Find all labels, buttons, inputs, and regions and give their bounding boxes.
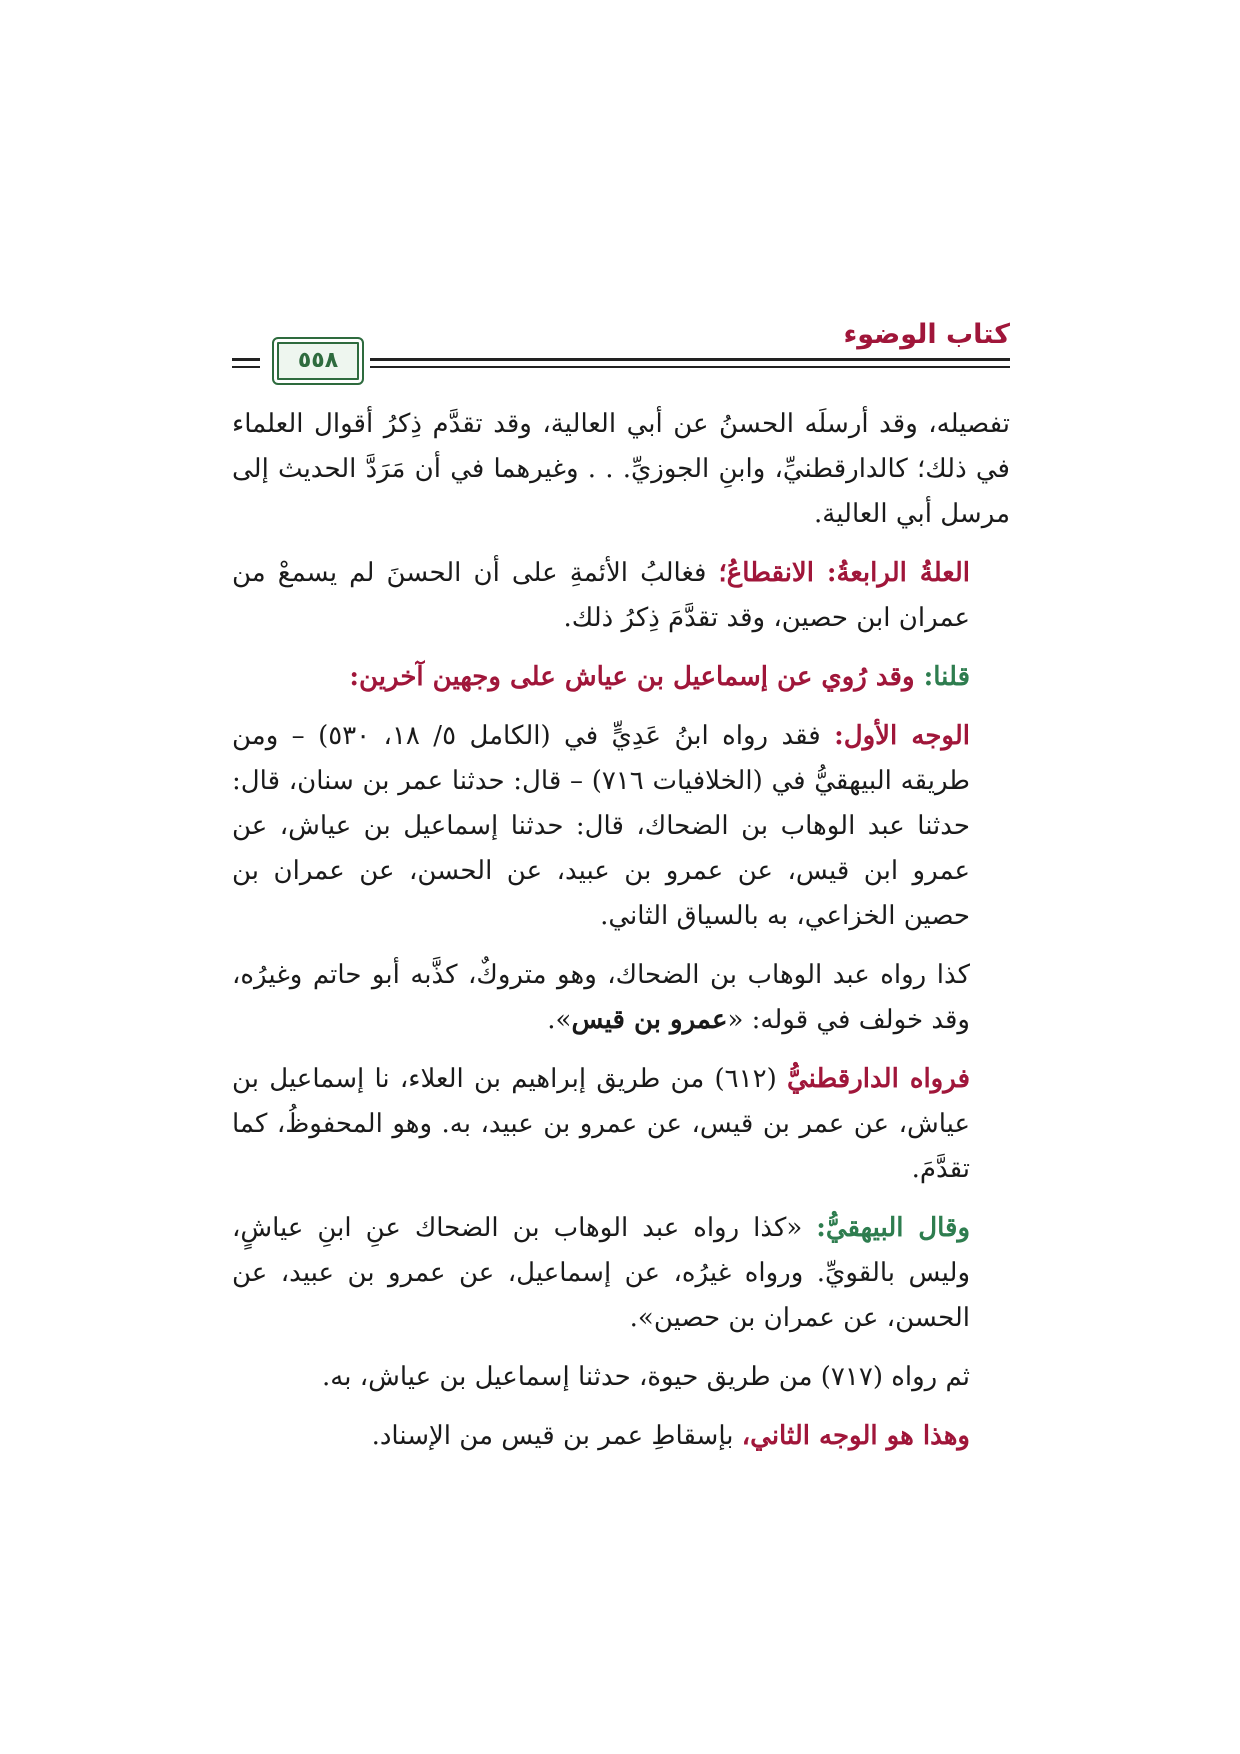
page-number: ٥٥٨ bbox=[297, 348, 339, 373]
paragraph-text: «كذا رواه عبد الوهاب بن الضحاك عنِ ابنِ عياشٍ، وليس بالقويِّ. ورواه غيرُه، عن إسماعيل، عن عمرو بن عبيد، عن الحسن، عن عمران بن حصين». bbox=[232, 1213, 970, 1333]
paragraph-lead: قلنا: bbox=[923, 662, 970, 692]
paragraph-text: وقد رُوي عن إسماعيل بن عياش على وجهين آخرين: bbox=[349, 662, 924, 692]
paragraph-lead: وقال البيهقيُّ: bbox=[816, 1213, 970, 1243]
header-rule-top bbox=[370, 358, 1010, 361]
paragraph-3 bbox=[232, 655, 1010, 700]
paragraph-text: فقد رواه ابنُ عَدِيٍّ في (الكامل ٥/ ١٨، ٥٣٠) – ومن طريقه البيهقيُّ في (الخلافيات ٧١٦) – قال: حدثنا عمر بن سنان، قال: حدثنا عبد الوهاب بن الضحاك، قال: حدثنا إسماعيل بن عياش، عن عمرو ابن قيس، عن عمرو بن عبيد، عن الحسن، عن عمران بن حصين الخزاعي، به بالسياق الثاني. bbox=[232, 721, 970, 931]
header-rule-left-bottom bbox=[232, 366, 260, 368]
book-title: كتاب الوضوء bbox=[843, 319, 1010, 350]
paragraph-text-before: كذا رواه عبد الوهاب بن الضحاك، وهو متروكٌ، كذَّبه أبو حاتم وغيرُه، وقد خولف في قوله: « bbox=[232, 960, 970, 1035]
paragraph-text: (٦١٢) من طريق إبراهيم بن العلاء، نا إسماعيل بن عياش، عن عمر بن قيس، عن عمرو بن عبيد، به. وهو المحفوظُ، كما تقدَّمَ. bbox=[232, 1064, 970, 1184]
page-header bbox=[232, 318, 1010, 386]
paragraph-6 bbox=[232, 1057, 1010, 1192]
paragraph-2 bbox=[232, 551, 1010, 641]
paragraph-lead: فرواه الدارقطنيُّ bbox=[786, 1064, 970, 1094]
paragraph-9 bbox=[232, 1414, 1010, 1459]
header-rule-bottom bbox=[370, 366, 1010, 368]
page-body bbox=[232, 402, 1010, 1473]
header-rule-left-top bbox=[232, 358, 260, 361]
paragraph-text: فغالبُ الأئمةِ على أن الحسنَ لم يسمعْ من عمران ابن حصين، وقد تقدَّمَ ذِكرُ ذلك. bbox=[232, 558, 970, 633]
paragraph-1 bbox=[232, 402, 1010, 537]
paragraph-5 bbox=[232, 953, 1010, 1043]
paragraph-lead: وهذا هو الوجه الثاني، bbox=[741, 1421, 970, 1451]
page-number-badge bbox=[272, 337, 364, 385]
paragraph-text: ثم رواه (٧١٧) من طريق حيوة، حدثنا إسماعيل بن عياش، به. bbox=[322, 1362, 970, 1392]
paragraph-4 bbox=[232, 714, 1010, 939]
paragraph-lead: الوجه الأول: bbox=[834, 721, 971, 751]
paragraph-text: بإسقاطِ عمر بن قيس من الإسناد. bbox=[371, 1421, 742, 1451]
paragraph-text-after: ». bbox=[547, 1005, 572, 1035]
paragraph-7 bbox=[232, 1206, 1010, 1341]
paragraph-text: تفصيله، وقد أرسلَه الحسنُ عن أبي العالية، وقد تقدَّم ذِكرُ أقوال العلماء في ذلك؛ كالدارقطنيِّ، وابنِ الجوزيِّ. . . وغيرهما في أن مَرَدَّ الحديث إلى مرسل أبي العالية. bbox=[232, 409, 1010, 529]
paragraph-8 bbox=[232, 1355, 1010, 1400]
paragraph-lead: العلةُ الرابعةُ: الانقطاعُ؛ bbox=[718, 558, 970, 588]
paragraph-bold-quote: عمرو بن قيس bbox=[571, 1005, 728, 1035]
